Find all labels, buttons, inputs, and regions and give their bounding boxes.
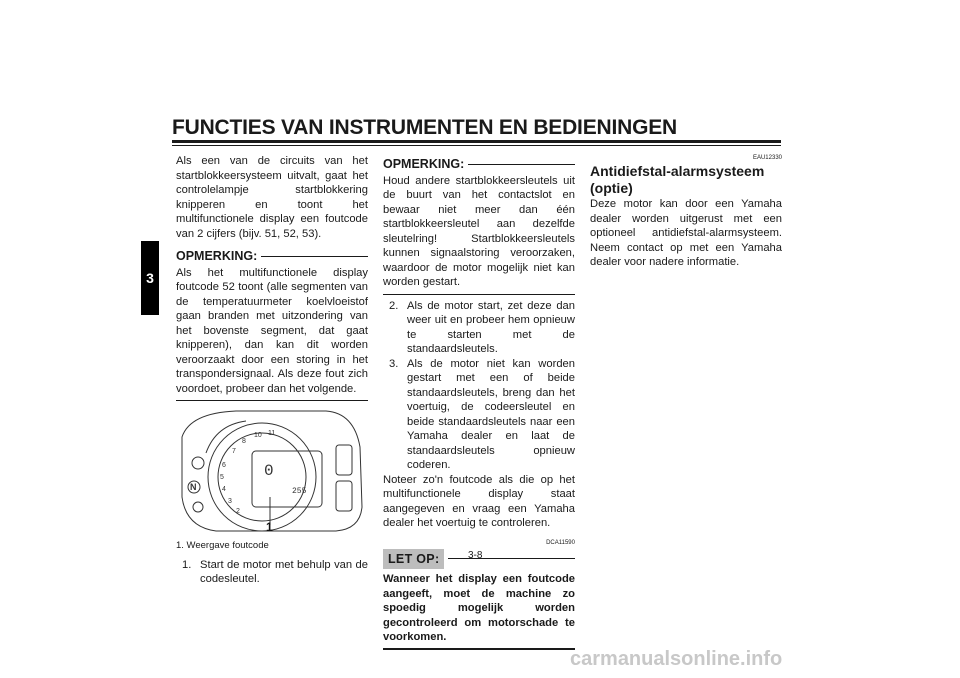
note-end-rule xyxy=(383,294,575,295)
list-item: 1. Start de motor met behulp van de codesleutel. xyxy=(182,558,368,585)
steps-list-2 xyxy=(383,299,575,473)
chapter-tab: 3 xyxy=(141,241,159,315)
instrument-cluster-figure xyxy=(176,407,368,535)
list-item: 3. Als de motor niet kan worden gestart met een of beide standaardsleutels, breng dan het voertuig, de codeersleutel en beide standaardsleutels naar een Yamaha dealer en laat de standaardsleutels opnieuw coderen. xyxy=(389,357,575,471)
title-rule xyxy=(172,140,781,143)
svg-text:11: 11 xyxy=(268,430,276,437)
svg-text:8: 8 xyxy=(242,438,246,445)
column-3 xyxy=(590,154,782,270)
note-heading xyxy=(383,157,575,172)
followup-paragraph: Noteer zo'n foutcode als die op het multifunctionele display staat aangegeven en vraag een Yamaha dealer het voertuig te controleren. xyxy=(383,473,575,529)
column-2 xyxy=(383,154,575,650)
list-item: 2. Als de motor start, zet deze dan weer uit en probeer hem opnieuw te starten met de standaardsleutels. xyxy=(389,299,575,355)
svg-text:0: 0 xyxy=(264,462,274,480)
page-title: FUNCTIES VAN INSTRUMENTEN EN BEDIENINGEN xyxy=(172,116,677,139)
reference-code: EAU12330 xyxy=(752,155,782,161)
figure-callout: 1 xyxy=(266,520,273,534)
svg-text:5: 5 xyxy=(220,474,224,481)
caution-badge: LET OP: xyxy=(383,549,444,570)
instrument-cluster-illustration xyxy=(176,407,368,535)
title-rule-thin xyxy=(172,145,781,146)
page-number: 3-8 xyxy=(468,550,483,561)
note-end-rule xyxy=(176,400,368,401)
svg-text:2: 2 xyxy=(236,508,240,515)
svg-text:4: 4 xyxy=(222,486,226,493)
caution-end-rule xyxy=(383,648,575,650)
caution-text: Wanneer het display een foutcode aangeeft, moet de machine zo spoedig mogelijk worden gecontroleerd om motorschade te voorkomen. xyxy=(383,573,575,643)
lcd-code-readout: 255 xyxy=(292,487,307,496)
section-title: Antidiefstal-alarmsysteem (optie) xyxy=(590,163,765,196)
note-text: Als het multifunctionele display foutcode 52 toont (alle segmenten van de temperatuurmeter koelvloeistof gaan branden met uitzondering van het bovenste segment, dat gaat knipperen), dan kan dit worden veroorzaakt door een storing in het transpondersignaal. Als deze fout zich voordoet, probeer dan het volgende. xyxy=(176,266,368,395)
figure-caption: 1. Weergave foutcode xyxy=(176,540,269,551)
steps-list-1 xyxy=(176,558,368,587)
svg-text:3: 3 xyxy=(228,498,232,505)
svg-text:10: 10 xyxy=(254,432,262,439)
svg-text:7: 7 xyxy=(232,448,236,455)
intro-paragraph: Als een van de circuits van het startblokkeersysteem uitvalt, gaat het controlelampje startblokkering knipperen en toont het multifunctionele display een foutcode van 2 cijfers (bijv. 51, 52, 53). xyxy=(176,155,368,240)
note-text: Houd andere startblokkeersleutels uit de buurt van het contactslot en bewaar niet meer dan één startblokkeersleutel aan dezelfde sleutelring! Startblokkeersleutels kunnen signaalstoring veroorzaken, waardoor de motor mogelijk niet kan worden gestart. xyxy=(383,174,575,288)
section-text: Deze motor kan door een Yamaha dealer worden uitgerust met een optioneel antidiefstal-alarmsysteem. Neem contact op met een Yamaha dealer voor nadere informatie. xyxy=(590,198,782,268)
reference-code: DCA11590 xyxy=(546,539,575,546)
svg-text:6: 6 xyxy=(222,462,226,469)
svg-text:N: N xyxy=(190,482,197,492)
note-label: OPMERKING: xyxy=(176,249,258,263)
watermark: carmanualsonline.info xyxy=(570,648,783,670)
note-label: OPMERKING: xyxy=(383,157,465,171)
column-1 xyxy=(176,154,368,587)
note-heading xyxy=(176,249,368,264)
